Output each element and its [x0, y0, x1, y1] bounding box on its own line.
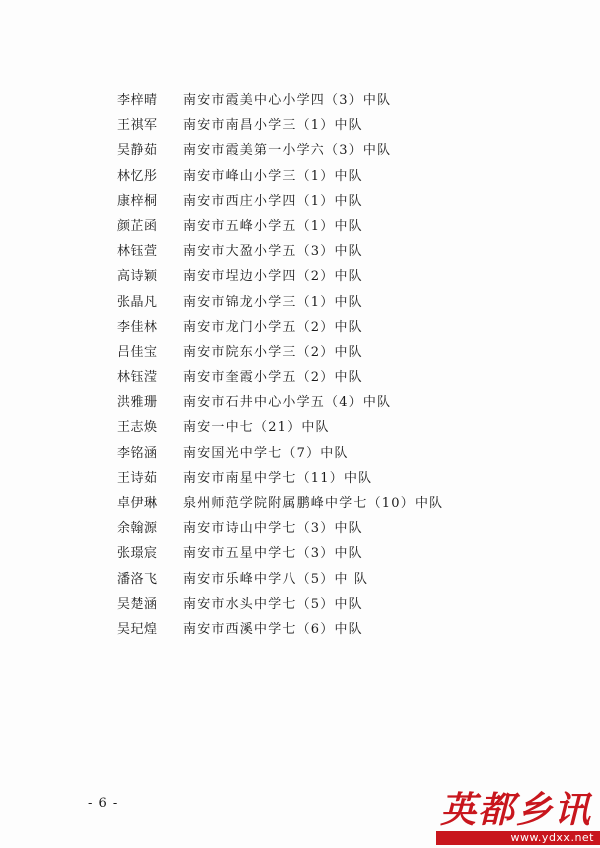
student-name: 王诗茹: [117, 470, 158, 486]
student-name: 林钰萱: [117, 244, 158, 260]
school-class: 南安市五星中学七（3）中队: [183, 546, 363, 562]
student-name: 吴静茹: [117, 143, 158, 159]
site-watermark-logo: [432, 782, 600, 848]
student-name: 王志焕: [117, 420, 158, 436]
list-item: [0, 516, 600, 541]
school-class: 南安市乐峰中学八（5）中 队: [183, 571, 369, 587]
student-name: 颜芷函: [117, 218, 158, 234]
list-item: [0, 138, 600, 163]
school-class: 泉州师范学院附属鹏峰中学七（10）中队: [183, 496, 444, 511]
student-name: 卓伊琳: [117, 496, 158, 511]
student-name: 潘洛飞: [117, 571, 158, 587]
school-class: 南安市南昌小学三（1）中队: [183, 118, 363, 134]
honor-list: [0, 88, 600, 642]
school-class: 南安市西溪中学七（6）中队: [183, 621, 363, 637]
list-item: [0, 541, 600, 566]
school-class: 南安市奎霞小学五（2）中队: [183, 370, 363, 386]
student-name: 林钰滢: [117, 370, 158, 386]
student-name: 吴楚涵: [117, 596, 158, 612]
school-class: 南安市五峰小学五（1）中队: [183, 218, 363, 234]
list-item: [0, 164, 600, 189]
school-class: 南安市诗山中学七（3）中队: [183, 521, 363, 537]
student-name: 吴玘煌: [117, 621, 158, 637]
school-class: 南安市西庄小学四（1）中队: [183, 193, 363, 209]
list-item: [0, 592, 600, 617]
list-item: [0, 290, 600, 315]
school-class: 南安市石井中心小学五（4）中队: [183, 395, 392, 411]
student-name: 洪雅珊: [117, 395, 158, 411]
list-item: [0, 315, 600, 340]
student-name: 张璟宸: [117, 546, 158, 562]
list-item: [0, 390, 600, 415]
student-name: 林忆彤: [117, 168, 158, 184]
list-item: [0, 239, 600, 264]
student-name: 余翰源: [117, 521, 158, 537]
student-name: 张晶凡: [117, 294, 158, 310]
watermark-url: www.ydxx.net: [436, 831, 600, 845]
school-class: 南安市大盈小学五（3）中队: [183, 244, 363, 260]
school-class: 南安市龙门小学五（2）中队: [183, 319, 363, 335]
list-item: [0, 491, 600, 516]
school-class: 南安一中七（21）中队: [183, 420, 330, 436]
student-name: 王祺军: [117, 118, 158, 134]
school-class: 南安国光中学七（7）中队: [183, 445, 349, 461]
list-item: [0, 466, 600, 491]
list-item: [0, 264, 600, 289]
student-name: 李佳林: [117, 319, 158, 335]
page-number: - 6 -: [88, 796, 119, 811]
list-item: [0, 365, 600, 390]
school-class: 南安市埕边小学四（2）中队: [183, 269, 363, 285]
student-name: 吕佳宝: [117, 344, 158, 360]
school-class: 南安市峰山小学三（1）中队: [183, 168, 363, 184]
watermark-title: 英都乡讯: [440, 789, 593, 831]
list-item: [0, 214, 600, 239]
school-class: 南安市水头中学七（5）中队: [183, 596, 363, 612]
list-item: [0, 88, 600, 113]
school-class: 南安市霞美中心小学四（3）中队: [183, 93, 392, 108]
list-item: [0, 340, 600, 365]
student-name: 李铭涵: [117, 445, 158, 461]
list-item: [0, 415, 600, 440]
student-name: 李梓晴: [117, 93, 158, 108]
list-item: [0, 113, 600, 138]
student-name: 高诗颖: [117, 269, 158, 285]
list-item: [0, 441, 600, 466]
school-class: 南安市南星中学七（11）中队: [183, 470, 373, 486]
student-name: 康梓桐: [117, 193, 158, 209]
list-item: [0, 567, 600, 592]
list-item: [0, 189, 600, 214]
school-class: 南安市院东小学三（2）中队: [183, 344, 363, 360]
list-item: [0, 617, 600, 642]
school-class: 南安市锦龙小学三（1）中队: [183, 294, 363, 310]
school-class: 南安市霞美第一小学六（3）中队: [183, 143, 392, 159]
